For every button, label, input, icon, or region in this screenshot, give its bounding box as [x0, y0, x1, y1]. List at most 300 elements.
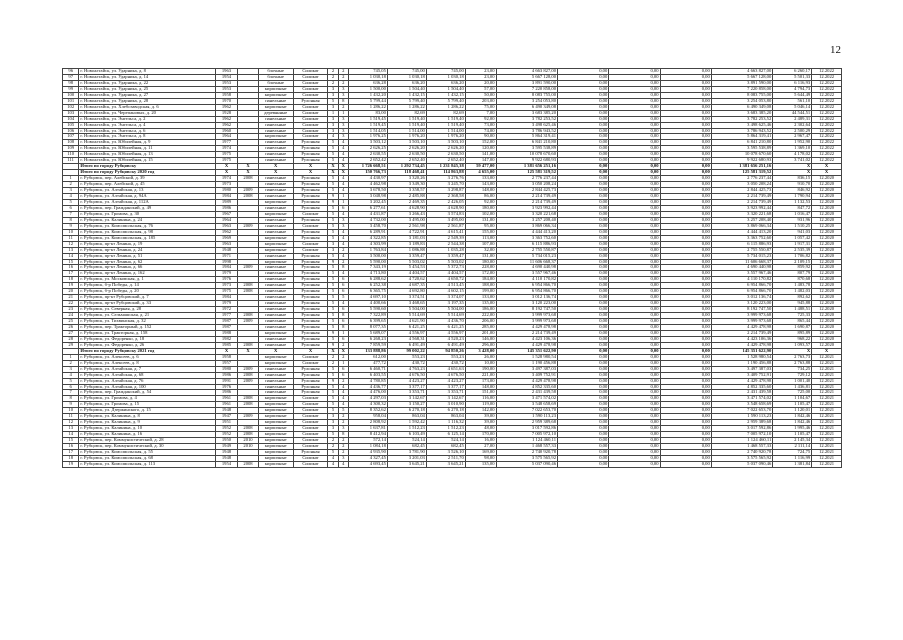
table-cell: 2 [328, 444, 338, 450]
table-cell: панельные [258, 176, 293, 182]
table-cell: 98,00 [465, 455, 496, 461]
table-cell: 0,00 [660, 122, 711, 128]
table-cell: 5 590,60 [348, 307, 387, 313]
table-cell: 2 844 425,73 [711, 188, 773, 194]
table-cell: 3 999 973,68 [711, 313, 773, 319]
table-cell: 0,00 [558, 414, 609, 420]
table-cell: 4 651,63 [426, 366, 465, 372]
table-cell: кирпичные [258, 354, 293, 360]
table-cell: 0,00 [558, 366, 609, 372]
table-cell: 5 [328, 307, 338, 313]
table-cell: 8 [338, 98, 348, 104]
table-cell: г. Рубцовск, ул. Тракторная, д. 158 [79, 330, 215, 336]
table-cell: 745,05 [348, 69, 387, 75]
table-cell: 0,00 [558, 372, 609, 378]
table-cell: 17 [63, 450, 79, 456]
table-cell: 0,00 [609, 247, 660, 253]
table-cell: панельные [258, 289, 293, 295]
table-cell: 0,00 [660, 247, 711, 253]
table-cell: Силикат [293, 74, 328, 80]
table-cell: 0,00 [558, 432, 609, 438]
table-cell: 9 [328, 378, 338, 384]
table-cell: 1949 [215, 444, 238, 450]
table-cell: 4 513,45 [426, 283, 465, 289]
table-cell: 2 214 739,49 [496, 194, 558, 200]
table-cell: 3 245,70 [426, 182, 465, 188]
table-cell: 3 526,10 [426, 450, 465, 456]
table-cell: 5 [328, 140, 338, 146]
table-cell: 8 [338, 324, 348, 330]
table-cell: 1 842,46 [773, 414, 812, 420]
table-cell: 4 [338, 182, 348, 188]
table-cell: 12.2021 [812, 378, 842, 384]
table-cell: 57,00 [465, 86, 496, 92]
table-cell: 143,00 [465, 182, 496, 188]
table-cell: г. Рубцовск, ул. Громова, д. 15 [79, 402, 215, 408]
table-cell: 5 503,02 [426, 259, 465, 265]
table-cell: 2 426,05 [426, 199, 465, 205]
table-cell: 3 349,30 [387, 182, 426, 188]
table-cell: 2008 [238, 396, 259, 402]
table-cell: 222,00 [465, 313, 496, 319]
table-cell: 5 667 128,00 [496, 74, 558, 80]
table-cell: 1 381 656 251,16 [711, 164, 773, 170]
table-cell: 1953 [215, 86, 238, 92]
table-cell: 1 432,15 [426, 92, 465, 98]
table-cell: 12 [63, 420, 79, 426]
table-cell: 5 689,07 [348, 330, 387, 336]
table-cell: 0,00 [660, 426, 711, 432]
table-cell: 111 [63, 158, 79, 164]
table-cell: Силикат [293, 455, 328, 461]
table-cell: г. Новоалтайск, ул. Юбилейная, д. 11 [79, 146, 215, 152]
table-cell: 0,00 [660, 360, 711, 366]
table-cell: 0,00 [660, 253, 711, 259]
table-cell: 1 842,46 [773, 420, 812, 426]
table-cell: 27 [63, 330, 79, 336]
table-cell: 146,00 [465, 336, 496, 342]
table-cell: 430,72 [387, 360, 426, 366]
table-cell: г. Рубцовск, ул. Комсомольская, д. 113 [79, 461, 215, 467]
table-cell: 12.2022 [812, 116, 842, 122]
table-cell: Рулонная [293, 336, 328, 342]
table-cell: X [812, 170, 842, 176]
table-cell: 0,00 [558, 402, 609, 408]
table-cell: 125 581 319,52 [711, 170, 773, 176]
table-cell: 2 [338, 74, 348, 80]
table-cell: 23,00 [465, 74, 496, 80]
table-cell: г. Новоалтайск, ул. Ударника, д. 25 [79, 86, 215, 92]
table-cell: 0,00 [660, 86, 711, 92]
table-cell: 2 485,88 [387, 194, 426, 200]
table-cell: Силикат [293, 122, 328, 128]
table-cell: 109 [63, 146, 79, 152]
table-cell: Силикат [293, 402, 328, 408]
table-cell: 1979 [215, 301, 238, 307]
table-cell: блочные [258, 80, 293, 86]
table-cell: Рулонная [293, 188, 328, 194]
table-cell: 0,00 [609, 199, 660, 205]
table-cell: 0,00 [609, 182, 660, 188]
table-cell: 2 626,20 [387, 146, 426, 152]
table-cell: 0,00 [558, 122, 609, 128]
table-cell: 4 720,62 [387, 277, 426, 283]
table-cell: 108 [63, 140, 79, 146]
table-cell: г. Рубцовск, ул. Алтайская, д. 112А [79, 199, 215, 205]
table-cell: 28 [63, 336, 79, 342]
table-cell: 0,00 [558, 217, 609, 223]
table-cell: 6 288,62 [348, 277, 387, 283]
table-cell: Рулонная [293, 271, 328, 277]
table-cell: Рулонная [293, 217, 328, 223]
table-cell: 5 [328, 158, 338, 164]
table-cell: 12.2021 [812, 432, 842, 438]
table-cell: 1958 [215, 354, 238, 360]
table-cell: 155,00 [465, 229, 496, 235]
table-cell: г. Рубцовск, ул. Алексеев, д. 6 [79, 354, 215, 360]
table-cell: 75,00 [465, 104, 496, 110]
table-cell: 0,00 [558, 128, 609, 134]
table-cell: 11 606 668,37 [496, 259, 558, 265]
table-cell: 4 615,41 [426, 229, 465, 235]
table-cell: 4 [338, 140, 348, 146]
table-cell: 612,00 [348, 354, 387, 360]
table-cell: 2 [338, 450, 348, 456]
table-cell: 1 116,99 [773, 455, 812, 461]
table-cell: 931,96 [773, 217, 812, 223]
table-cell: 12.2020 [812, 259, 842, 265]
table-cell: 5 [328, 265, 338, 271]
table-cell: 82,69 [387, 110, 426, 116]
table-cell: 636,28 [348, 80, 387, 86]
table-cell: 12.2020 [812, 324, 842, 330]
table-cell: панельные [258, 390, 293, 396]
table-cell: 8 [338, 313, 348, 319]
table-cell: 6 103,49 [387, 432, 426, 438]
table-cell: г. Рубцовск, ул. Алтайская, д. 100 [79, 384, 215, 390]
table-cell: 0,00 [609, 408, 660, 414]
table-cell: 0,00 [558, 354, 609, 360]
table-cell: 3 017 592,86 [711, 426, 773, 432]
table-cell: 3 358,57 [387, 188, 426, 194]
table-cell: кирпичные [258, 455, 293, 461]
table-cell: 1 [338, 199, 348, 205]
table-cell: 0,00 [558, 194, 609, 200]
table-cell: 5 [328, 182, 338, 188]
table-cell: 1991 [215, 378, 238, 384]
table-cell: 1 482,03 [773, 289, 812, 295]
table-cell: 6 490 349,08 [496, 104, 558, 110]
table-cell: 0,00 [609, 313, 660, 319]
table-cell: 5 514,69 [426, 313, 465, 319]
table-cell: 8 [338, 432, 348, 438]
table-cell: 3 [328, 414, 338, 420]
table-cell: 0,00 [609, 176, 660, 182]
table-cell: 12.2021 [812, 438, 842, 444]
table-cell: 4 [338, 152, 348, 158]
table-cell: 6 841 210,80 [711, 140, 773, 146]
table-cell: 2 368,58 [426, 194, 465, 200]
table-cell: 2 [338, 247, 348, 253]
table-cell: 4 444 413,20 [711, 229, 773, 235]
table-cell: 0,00 [609, 283, 660, 289]
table-cell: 1964 [215, 217, 238, 223]
table-cell: X [238, 164, 259, 170]
table-cell: Силикат [293, 444, 328, 450]
table-cell: 1 790,94 [773, 194, 812, 200]
table-cell: 0,00 [609, 319, 660, 325]
table-cell: 2008 [238, 194, 259, 200]
table-cell: 4 [328, 455, 338, 461]
table-cell: 4 692,80 [387, 289, 426, 295]
table-cell: 44 544,51 [773, 110, 812, 116]
table-cell: 2 740 920,78 [711, 450, 773, 456]
table-cell: Силикат [293, 461, 328, 467]
table-cell: Силикат [293, 432, 328, 438]
table-cell: 1 512,23 [426, 426, 465, 432]
table-cell: 104 [63, 116, 79, 122]
table-cell: 1 637,81 [348, 426, 387, 432]
table-cell: 12.2021 [812, 420, 842, 426]
table-cell: 0,00 [558, 74, 609, 80]
table-cell: 0,00 [609, 455, 660, 461]
table-cell: г. Рубцовск, ул. Калинина, д. 10 [79, 426, 215, 432]
table-cell: 1 432,15 [387, 92, 426, 98]
table-cell: 2 626,25 [348, 146, 387, 152]
table-cell: панельные [258, 271, 293, 277]
table-cell: 2009 [238, 188, 259, 194]
table-cell: 865,44 [773, 319, 812, 325]
table-cell: 0,00 [660, 384, 711, 390]
table-cell: г. Рубцовск, пр-кт Рубцовский, д. 7 [79, 295, 215, 301]
table-cell: 2 535,39 [773, 247, 812, 253]
table-cell: 13 [63, 247, 79, 253]
table-cell: 5 [328, 319, 338, 325]
table-cell: г. Рубцовск, ул. Сельмашская, д. 21 [79, 313, 215, 319]
table-cell: 2 [338, 438, 348, 444]
table-cell: Силикат [293, 414, 328, 420]
table-cell: 1979 [215, 271, 238, 277]
table-cell: г. Новоалтайск, ул. Черепановых, д. 20 [79, 110, 215, 116]
table-cell: панельные [258, 265, 293, 271]
table-cell: 5 372,73 [426, 265, 465, 271]
table-cell: кирпичные [258, 241, 293, 247]
table-cell: 12.2022 [812, 140, 842, 146]
table-cell: 1 483,78 [773, 283, 812, 289]
table-cell: 1 124 460,11 [711, 438, 773, 444]
table-cell: 0,00 [609, 170, 660, 176]
table-cell: кирпичные [258, 134, 293, 140]
table-cell: 0,00 [660, 444, 711, 450]
table-cell: 110 [63, 152, 79, 158]
table-cell: 8 [63, 217, 79, 223]
table-cell: 0,00 [558, 408, 609, 414]
table-cell: 1977 [215, 140, 238, 146]
table-cell: 0,00 [558, 134, 609, 140]
table-cell: 3 [338, 223, 348, 229]
table-cell: 12.2020 [812, 211, 842, 217]
table-cell: X [773, 348, 812, 354]
table-cell: 20 [63, 289, 79, 295]
table-cell: 6 365,75 [348, 289, 387, 295]
table-cell: 5 [328, 384, 338, 390]
table-cell: 2 214 739,49 [711, 199, 773, 205]
table-cell: панельные [258, 372, 293, 378]
table-cell: Итого по городу Рубцовску [79, 164, 215, 170]
table-cell: 1948 [215, 455, 238, 461]
table-cell: 5 [338, 295, 348, 301]
table-cell: 6 954 866,70 [711, 289, 773, 295]
table-cell: X [258, 164, 293, 170]
table-cell: 1952 [215, 426, 238, 432]
table-cell: 3 359,47 [387, 253, 426, 259]
table-cell: 3 320,26 [387, 176, 426, 182]
table-cell: г. Рубцовск, пер. Гражданский, д. 49 [79, 205, 215, 211]
table-cell: 1 468 557,33 [496, 444, 558, 450]
table-cell: 0,00 [558, 426, 609, 432]
table-cell: 0,00 [609, 241, 660, 247]
table-cell: кирпичные [258, 408, 293, 414]
table-cell: 0,00 [558, 229, 609, 235]
table-cell: 3 557 967,46 [496, 271, 558, 277]
table-cell: 1962 [215, 229, 238, 235]
table-cell: панельные [258, 122, 293, 128]
table-cell: 3 891 590,00 [711, 80, 773, 86]
table-cell: 12.2021 [812, 390, 842, 396]
table-cell: 5 799,44 [348, 98, 387, 104]
table-cell: 5 [328, 253, 338, 259]
table-cell: 6 954 866,70 [496, 283, 558, 289]
table-cell: г. Рубцовск, пер. Алейский, д. 45 [79, 182, 215, 188]
table-cell: 102,00 [465, 211, 496, 217]
table-cell: г. Новоалтайск, ул. Энгельса, д. 8 [79, 134, 215, 140]
table-cell: 4 110 170,82 [496, 277, 558, 283]
table-cell: 145 351 622,90 [496, 348, 558, 354]
table-cell: 2 844 425,73 [496, 188, 558, 194]
table-cell: 0,00 [609, 324, 660, 330]
table-cell: 14 [63, 253, 79, 259]
table-cell: 4 303,99 [348, 241, 387, 247]
table-cell: 1973 [215, 283, 238, 289]
table-cell: 1 519,40 [426, 116, 465, 122]
table-cell: 151,00 [465, 390, 496, 396]
table-cell: 12.2021 [812, 366, 842, 372]
table-cell: 6 [338, 277, 348, 283]
table-cell: Силикат [293, 86, 328, 92]
table-cell: 186,00 [465, 307, 496, 313]
table-cell: 1 763,84 [348, 247, 387, 253]
table-cell: 2 544,38 [426, 241, 465, 247]
table-cell: панельные [258, 378, 293, 384]
table-cell: 12.2020 [812, 247, 842, 253]
table-cell: г. Рубцовск, пр-кт Ленина, д. 24 [79, 247, 215, 253]
table-cell: 0,00 [609, 366, 660, 372]
table-cell: 5 [328, 324, 338, 330]
table-cell: 1 500,00 [348, 86, 387, 92]
table-cell: 5 [328, 176, 338, 182]
table-cell: Силикат [293, 354, 328, 360]
table-cell: 3 050 208,24 [496, 182, 558, 188]
table-cell: 0,00 [558, 277, 609, 283]
table-cell: 12.2021 [812, 444, 842, 450]
table-cell: 6 289,91 [348, 229, 387, 235]
table-cell: 2 808,92 [348, 420, 387, 426]
table-cell: 2 [63, 360, 79, 366]
table-cell: 0,00 [558, 235, 609, 241]
table-cell: 3 320 221,68 [496, 211, 558, 217]
table-cell: 0,00 [558, 295, 609, 301]
table-cell: г. Рубцовск, ул. Комсомольская, д. 185 [79, 235, 215, 241]
table-cell: 5 [328, 271, 338, 277]
table-cell: 0,00 [609, 128, 660, 134]
table-cell: 0,00 [558, 80, 609, 86]
table-cell: 2 431 439,58 [711, 390, 773, 396]
table-cell: 11 [63, 235, 79, 241]
table-cell: 3 [328, 247, 338, 253]
table-cell: 12.2022 [812, 158, 842, 164]
table-cell: 0,00 [558, 360, 609, 366]
table-cell: 3 500,00 [348, 253, 387, 259]
table-cell: 1962 [215, 116, 238, 122]
table-cell: 2 214 739,49 [496, 199, 558, 205]
table-cell: 1951 [215, 420, 238, 426]
table-cell: 5 [328, 313, 338, 319]
table-body [63, 69, 842, 468]
table-cell: 1 105,47 [773, 432, 812, 438]
table-cell: 5 [338, 408, 348, 414]
table-cell: 3 678,50 [348, 188, 387, 194]
table-cell: 6 841 210,80 [496, 140, 558, 146]
table-cell: 7 322,89 [348, 313, 387, 319]
table-cell: кирпичные [258, 402, 293, 408]
table-cell: 6 [338, 366, 348, 372]
table-cell: 1963 [215, 69, 238, 75]
table-cell: кирпичные [258, 330, 293, 336]
table-cell: X [328, 164, 338, 170]
table-cell: 3 120 223,00 [711, 301, 773, 307]
table-cell: 734,25 [773, 366, 812, 372]
table-cell: 5 [63, 378, 79, 384]
table-cell: 847,72 [773, 205, 812, 211]
table-cell: 3 683 385,20 [496, 110, 558, 116]
table-cell: блочные [258, 69, 293, 75]
table-cell: 2008 [238, 176, 259, 182]
table-cell: 1 [63, 354, 79, 360]
table-cell: 725,33 [773, 313, 812, 319]
table-cell: 9 [328, 259, 338, 265]
table-cell: 1 432,20 [348, 92, 387, 98]
table-cell: 2 [338, 444, 348, 450]
table-cell: X [238, 348, 259, 354]
table-cell: 1928 [215, 110, 238, 116]
table-cell: 5 [328, 205, 338, 211]
table-cell: 0,00 [660, 116, 711, 122]
table-cell: X [773, 170, 812, 176]
table-cell: 8 412,94 [348, 432, 387, 438]
table-cell: 4 [338, 229, 348, 235]
table-cell: панельные [258, 158, 293, 164]
table-cell: 3 [328, 420, 338, 426]
table-cell: 5 [328, 146, 338, 152]
table-cell: 12.2020 [812, 205, 842, 211]
table-cell: г. Рубцовск, пр-кт Ленина, д. 19 [79, 241, 215, 247]
table-cell: 1 057,42 [773, 235, 812, 241]
table-cell: 807,79 [773, 271, 812, 277]
table-cell: 24 [63, 313, 79, 319]
table-cell: 29 [63, 342, 79, 348]
table-cell: 0,00 [558, 110, 609, 116]
table-cell: 5 454,53 [387, 265, 426, 271]
